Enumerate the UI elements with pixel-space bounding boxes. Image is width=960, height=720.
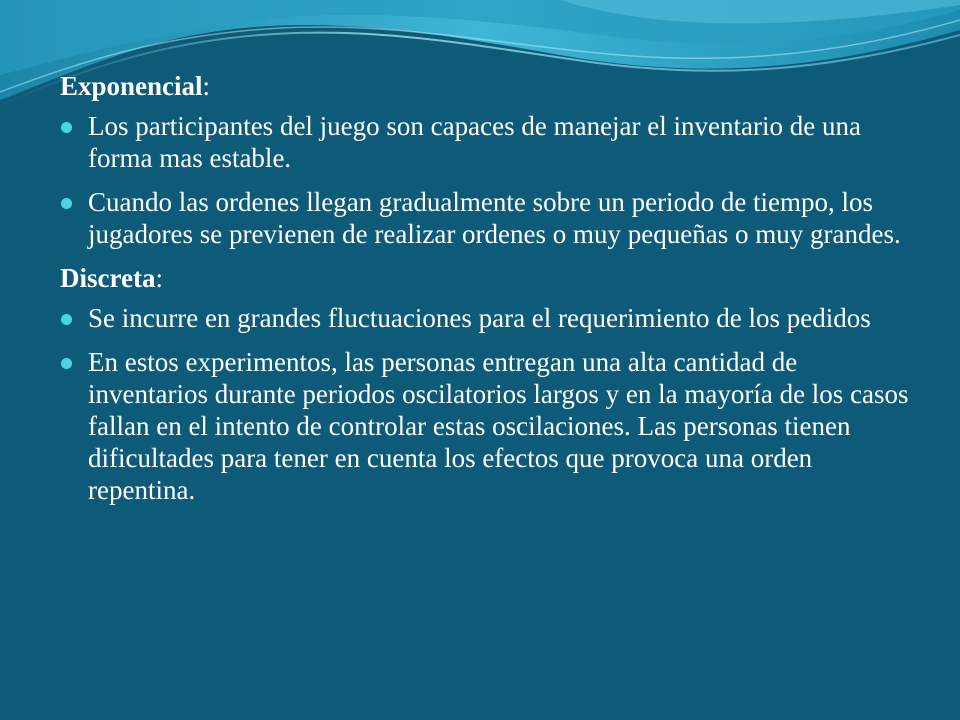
bullet-dot-icon: [61, 314, 72, 325]
slide-content: [60, 70, 920, 518]
bullet-dot-icon: [61, 122, 72, 133]
list-item: Se incurre en grandes fluctuaciones para el requerimiento de los pedidos: [60, 302, 920, 334]
section-heading-exponencial: Exponencial:: [60, 71, 211, 101]
bullet-dot-icon: [61, 358, 72, 369]
list-item: En estos experimentos, las personas entregan una alta cantidad de inventarios durante periodos oscilatorios largos y en la mayoría de los casos fallan en el intento de controlar estas oscilaciones. Las personas tienen dificultades para tener en cuenta los efectos que provoca una orden repentina.: [60, 346, 920, 506]
bullet-list-discreta: [60, 302, 920, 506]
bullet-list-exponencial: [60, 110, 920, 250]
list-item: Cuando las ordenes llegan gradualmente sobre un periodo de tiempo, los jugadores se previenen de realizar ordenes o muy pequeñas o muy grandes.: [60, 186, 920, 250]
list-item: Los participantes del juego son capaces de manejar el inventario de una forma mas estable.: [60, 110, 920, 174]
section-heading-discreta: Discreta:: [60, 263, 163, 293]
bullet-dot-icon: [61, 198, 72, 209]
